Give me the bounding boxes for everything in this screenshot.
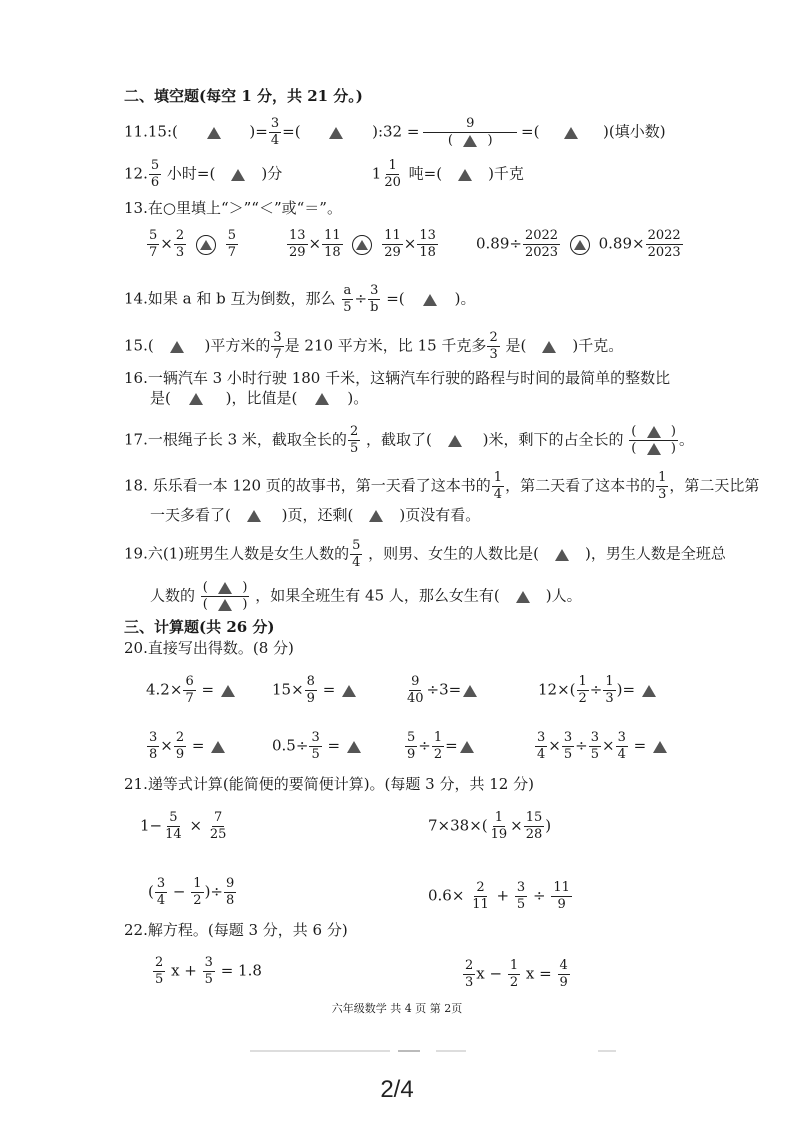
fraction: $\frac{3}{4}$: [270, 116, 280, 148]
q20-item-b: 15× $\frac{8}{9}$ =: [272, 674, 358, 707]
answer-triangle-icon: [564, 127, 578, 139]
q21-item-b: 7×38×( $\frac{1}{19}$ × $\frac{15}{28}$ ): [428, 810, 552, 842]
section-3-title: 三、计算题(共 26 分): [124, 618, 275, 636]
q20-item-d: 12×( $\frac{1}{2}$ ÷ $\frac{1}{3}$ )=: [538, 674, 658, 707]
blank-fraction: $\frac{( )}{( )}$: [631, 424, 676, 456]
question-21-stem: 21.递等式计算(能简便的要简便计算)。(每题 3 分，共 12 分): [124, 775, 534, 793]
question-15: 15.( )平方米的 $\frac{3}{7}$ 是 210 平方米，比 15 千克多 $\frac{2}{3}$ 是( )千克。: [124, 330, 624, 362]
q22-equation-a: $\frac{2}{5}$ x + $\frac{3}{5}$ = 1.8: [155, 955, 262, 987]
answer-triangle-icon: [516, 591, 530, 603]
question-18-line-1: 18. 乐乐看一本 120 页的故事书，第一天看了这本书的 $\frac{1}{4}$ ，第二天看了这本书的 $\frac{1}{3}$ ，第二天比第: [124, 470, 760, 502]
scan-artifact: [398, 1050, 420, 1052]
answer-triangle-icon: [207, 127, 221, 139]
answer-triangle-icon: [211, 741, 225, 753]
question-12: 12. $\frac{5}{6}$ 小时=( )分 1 $\frac{1}{20}$ 吨=( )千克: [124, 158, 524, 190]
question-16-line-1: 16.一辆汽车 3 小时行驶 180 千米，这辆汽车行驶的路程与时间的最简单的整数比: [124, 369, 671, 387]
q21-item-a: 1− $\frac{5}{14}$ × $\frac{7}{25}$: [140, 810, 227, 842]
answer-triangle-icon: [369, 510, 383, 522]
question-20-stem: 20.直接写出得数。(8 分): [124, 639, 294, 657]
answer-triangle-icon: [189, 393, 203, 405]
q22-equation-b: $\frac{2}{3}$ x − $\frac{1}{2}$ x = $\frac{4}{9}$: [465, 958, 568, 990]
q20-item-g: $\frac{5}{9}$ ÷ $\frac{1}{2}$ =: [404, 730, 476, 763]
answer-triangle-icon: [642, 685, 656, 697]
section-2-title: 二、填空题(每空 1 分，共 21 分。): [124, 87, 363, 105]
answer-triangle-icon: [247, 510, 261, 522]
question-19-line-2: 人数的 $\frac{( )}{( )}$ ，如果全班生有 45 人，那么女生有( )人。: [150, 580, 582, 612]
circle-blank-icon: [570, 235, 590, 255]
page-footer: 六年级数学 共 4 页 第 2页: [331, 1002, 463, 1015]
q13-compare-c: 0.89÷ $\frac{2022}{2023}$ 0.89× $\frac{2022}{2023}$: [476, 228, 681, 260]
q13-compare-a: $\frac{5}{7}$ × $\frac{2}{3}$ $\frac{5}{7}$: [149, 228, 236, 260]
q20-item-h: $\frac{3}{4}$ × $\frac{3}{5}$ ÷ $\frac{3}{5}$ × $\frac{3}{4}$ =: [534, 730, 669, 763]
answer-triangle-icon: [170, 341, 184, 353]
answer-triangle-icon: [448, 435, 462, 447]
q21-item-d: 0.6× $\frac{2}{11}$ + $\frac{3}{5}$ ÷ $\frac{11}{9}$: [428, 880, 570, 912]
answer-triangle-icon: [423, 294, 437, 306]
scan-artifact: [250, 1050, 390, 1052]
question-13-stem: 13.在○里填上“＞”“＜”或“＝”。: [124, 199, 342, 217]
answer-triangle-icon: [221, 685, 235, 697]
answer-triangle-icon: [463, 685, 477, 697]
question-18-line-2: 一天多看了( )页，还剩( )页没有看。: [150, 506, 481, 524]
question-17: 17.一根绳子长 3 米，截取全长的 $\frac{2}{5}$ ，截取了( )米，剩下的占全长的 $\frac{( )}{( )}$ 。: [124, 424, 694, 456]
question-16-line-2: 是( )，比值是( )。: [150, 389, 369, 407]
q13-compare-b: $\frac{13}{29}$ × $\frac{11}{18}$ $\frac{11}{29}$ × $\frac{13}{18}$: [289, 228, 436, 260]
q20-item-f: 0.5÷ $\frac{3}{5}$ =: [272, 730, 363, 763]
q20-item-c: $\frac{9}{40}$ ÷3=: [404, 674, 479, 707]
answer-triangle-icon: [315, 393, 329, 405]
q21-item-c: ( $\frac{3}{4}$ − $\frac{1}{2}$ )÷ $\frac{9}{8}$: [148, 876, 235, 908]
answer-triangle-icon: [653, 741, 667, 753]
circle-blank-icon: [196, 235, 216, 255]
fraction-with-blank: $\frac{9}{( )}$: [425, 116, 515, 149]
scan-artifact: [436, 1050, 466, 1052]
answer-triangle-icon: [460, 741, 474, 753]
answer-triangle-icon: [342, 685, 356, 697]
answer-triangle-icon: [555, 549, 569, 561]
question-14: 14.如果 a 和 b 互为倒数，那么 $\frac{a}{5}$ ÷ $\frac{3}{b}$ =( )。: [124, 283, 476, 315]
answer-triangle-icon: [231, 169, 245, 181]
circle-blank-icon: [352, 235, 372, 255]
q20-item-a: 4.2× $\frac{6}{7}$ =: [146, 674, 237, 707]
answer-triangle-icon: [458, 169, 472, 181]
q20-item-e: $\frac{3}{8}$ × $\frac{2}{9}$ =: [146, 730, 227, 763]
question-22-stem: 22.解方程。(每题 3 分，共 6 分): [124, 921, 348, 939]
answer-triangle-icon: [347, 741, 361, 753]
blank-fraction: $\frac{( )}{( )}$: [202, 580, 248, 612]
page-indicator: 2/4: [380, 1076, 414, 1103]
q11-number: 11.: [124, 122, 148, 141]
question-11: 11.15:( )= $\frac{3}{4}$ =( ):32 = $\frac{9}{( )}$ =( )(填小数): [124, 116, 666, 148]
answer-triangle-icon: [463, 135, 477, 147]
answer-triangle-icon: [542, 341, 556, 353]
scan-artifact: [598, 1050, 616, 1052]
answer-triangle-icon: [329, 127, 343, 139]
question-19-line-1: 19.六(1)班男生人数是女生人数的 $\frac{5}{4}$ ，则男、女生的人数比是( )，男生人数是全班总: [124, 538, 726, 570]
